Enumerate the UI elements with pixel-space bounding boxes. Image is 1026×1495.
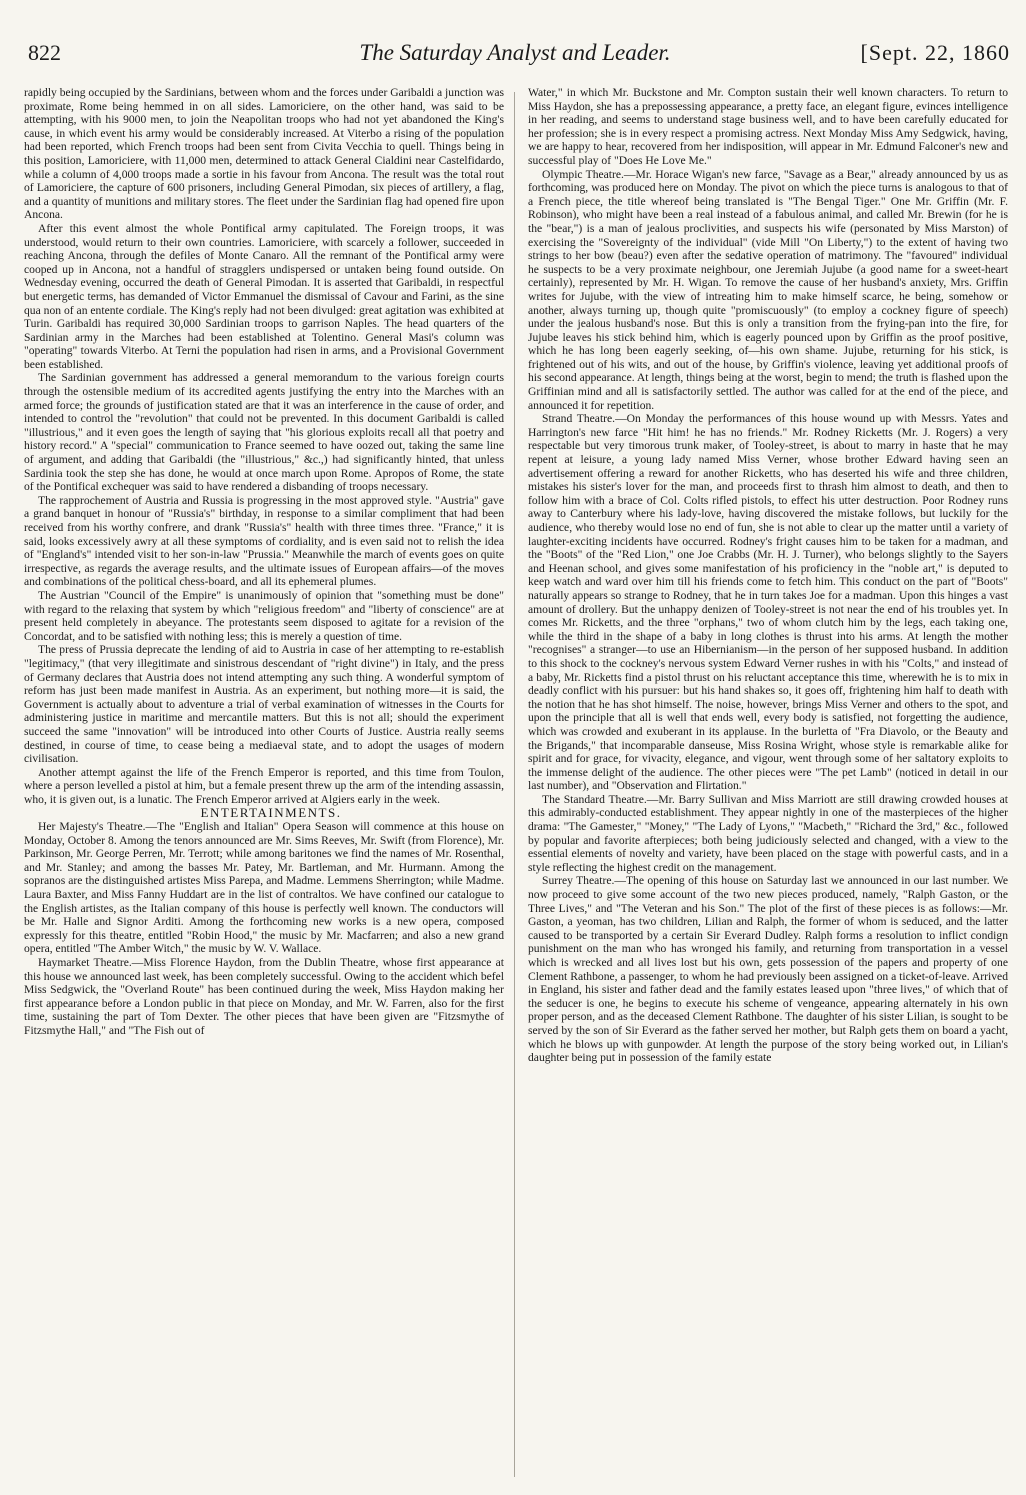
paragraph: The Sardinian government has addressed a general memorandum to the various foreign courts through the ostensible medium of its accredited agents justifying the entry into the Marches with an armed force; the grounds of justification stated are that it was an interference in the cause of order, and intended to control the "revolution" that could not be prevented. In this document Garibaldi is called "illustrious," and it even goes the length of saying that "his glorious exploits recall all that poetry and history record." A "special" communication to France seemed to have oozed out, taking the same line of argument, and adding that Garibaldi (the "illustrious," &c.,) had significantly hinted, that unless Sardinia took the step she has done, he would at once march upon Rome. Apropos of Rome, the state of the Pontifical exchequer was said to have rendered a disbanding of troops necessary. [24, 371, 504, 494]
paragraph: Her Majesty's Theatre.—The "English and Italian" Opera Season will commence at this house on Monday, October 8. Among the tenors announced are Mr. Sims Reeves, Mr. Swift (from Florence), Mr. Parkinson, Mr. George Perren, Mr. Terrott; while among baritones we find the names of Mr. Rosenthal, and Mr. Stanley; and among the basses Mr. Patey, Mr. Bartleman, and Mr. Hurmann. Among the sopranos are the distinguished artistes Miss Parepa, and Madme. Lemmens Sherrington; while Madme. Laura Baxter, and Miss Fanny Huddart are in the list of contraltos. We have confined our catalogue to the English artistes, as the Italian company of this house is perfectly well known. The conductors will be Mr. Halle and Signor Arditi. Among the forthcoming new works is a new opera, composed expressly for this theatre, entitled "Robin Hood," the music by Mr. Macfarren; and also a new grand opera, entitled "The Amber Witch," the music by W. V. Wallace. [24, 820, 504, 956]
right-column [528, 86, 1008, 1481]
paragraph: Surrey Theatre.—The opening of this house on Saturday last we announced in our last number. We now proceed to give some account of the two new pieces produced, namely, "Ralph Gaston, or the Three Lives," and "The Veteran and his Son." The plot of the first of these pieces is as follows:—Mr. Gaston, a yeoman, has two children, Lilian and Ralph, the former of whom is seduced, and the latter caused to be transported by a certain Sir Everard Dudley. Ralph forms a resolution to inflict condign punishment on the man who has wronged his family, and returning from transportation in a vessel which is wrecked and all lives lost but his own, gets possession of the papers and property of one Clement Rathbone, a passenger, to whom he had previously been assigned on a ticket-of-leave. Arrived in England, his sister and father dead and the family estates leased upon "three lives," of which that of the seducer is one, he begins to execute his scheme of vengeance, appearing alternately in his own proper person, and as the deceased Clement Rathbone. The daughter of his sister Lilian, is sought to be served by the son of Sir Everard as the father served her mother, but Ralph gets them on board a yacht, which he blows up with gunpowder. At length the purpose of the story being worked out, in Lilian's daughter being put in possession of the family estate [528, 874, 1008, 1065]
paragraph: Water," in which Mr. Buckstone and Mr. Compton sustain their well known characters. To return to Miss Haydon, she has a prepossessing appearance, a pretty face, an elegant figure, evinces intelligence in her reading, and seems to understand stage business well, and to have been carefully educated for her profession; she is in every respect a promising actress. Next Monday Miss Amy Sedgwick, having, we are happy to hear, recovered from her indisposition, will appear in Mr. Edmund Falconer's new and successful play of "Does He Love Me." [528, 86, 1008, 167]
paragraph: Haymarket Theatre.—Miss Florence Haydon, from the Dublin Theatre, whose first appearance at this house we announced last week, has been completely successful. Owing to the accident which befel Miss Sedgwick, the "Overland Route" has been continued during the week, Miss Haydon making her first appearance before a London public in that piece on Monday, and Mr. W. Farren, also for the first time, sustaining the part of Tom Dexter. The other pieces that have been given are "Fitzsmythe of Fitzsmythe Hall," and "The Fish out of [24, 956, 504, 1037]
paragraph: Olympic Theatre.—Mr. Horace Wigan's new farce, "Savage as a Bear," already announced by us as forthcoming, was produced here on Monday. The pivot on which the piece turns is analogous to that of a French piece, the title whereof being translated is "The Bengal Tiger." One Mr. Griffin (Mr. F. Robinson), who might have been a real instead of a fabulous animal, and called Mr. Brewin (for he is the "bear,") is a man of jealous proclivities, and suspects his wife (personated by Miss Marston) of exercising the "Sovereignty of the individual" (vide Mill "On Liberty,") to the extent of having two strings to her bow (beau?) even after the sedative operation of matrimony. The "favoured" individual he suspects to be a very proximate neighbour, one Jeremiah Jujube (a good name for a sweet-heart certainly), represented by Mr. H. Wigan. To remove the cause of her husband's anxiety, Mrs. Griffin writes for Jujube, with the view of intreating him to make himself scarce, he being, somehow or another, always turning up, though quite "promiscuously" (to employ a cockney figure of speech) under the jealous husband's nose. But this is only a transition from the frying-pan into the fire, for Jujube leaves his stick behind him, which is eagerly pounced upon by Griffin as the proof positive, which he has long been eagerly seeking, of—his own shame. Jujube, returning for his stick, is frightened out of his wits, and out of the house, by Griffin's violence, leaving yet additional proofs of his second appearance. At length, things being at the worst, begin to mend; the truth is flashed upon the Griffinian mind and all is satisfactorily settled. The author was called for at the end of the piece, and announced it for repetition. [528, 167, 1008, 412]
paragraph: rapidly being occupied by the Sardinians, between whom and the forces under Garibaldi a junction was proximate, Rome being hemmed in on all sides. Lamoriciere, on the other hand, was said to be attempting, with his 9000 men, to join the Neapolitan troops who had not yet abandoned the King's cause, in which event his army would be considerably increased. At Viterbo a rising of the population had been reported, which French troops had been sent from Civita Vecchia to quell. Things being in this position, Lamoriciere, with 11,000 men, determined to attack General Cialdini near Castelfidardo, while a column of 4,000 troops made a sortie in his favour from Ancona. The result was the total rout of Lamoriciere, the capture of 600 prisoners, including General Pimodan, six pieces of artillery, a flag, and a quantity of munitions and military stores. The fleet under the Sardinian flag had opened fire upon Ancona. [24, 86, 504, 222]
paragraph: Strand Theatre.—On Monday the performances of this house wound up with Messrs. Yates and Harrington's new farce "Hit him! he has no friends." Mr. Rodney Ricketts (Mr. J. Rogers) a very respectable but very timorous trunk maker, of Tooley-street, is about to marry in haste that he may repent at leisure, a young lady named Miss Verner, whose brother Edward having seen an advertisement offering a reward for another Ricketts, who has deserted his wife and three children, mistakes his sister's lover for the man, and proceeds first to thrash him almost to death, and then to follow him with a brace of Col. Colts rifled pistols, to effect his utter destruction. Poor Rodney runs away to Canterbury where his lady-love, having discovered the mistake follows, but luckily for the audience, who thereby would lose no end of fun, she is not able to clear up the matter until a variety of laughter-exciting incidents have occurred. Rodney's fright causes him to be taken for a madman, and the "Boots" of the "Red Lion," one Joe Crabbs (Mr. H. J. Turner), who belongs slightly to the Sayers and Heenan school, and gives some manifestation of his proficiency in the "noble art," is deputed to keep watch and ward over him till his friends come to fetch him. This conduct on the part of "Boots" naturally appears so strange to Rodney, that he in turn takes Joe for a madman. Upon this hinges a vast amount of drollery. But the unhappy denizen of Tooley-street is not near the end of his troubles yet. In comes Mr. Ricketts, and the three "orphans," two of whom clutch him by the legs, each taking one, while the third in the shape of a baby in long clothes is thrust into his arms. At length the mother "recognises" a stranger—to use an Hibernianism—in the person of her supposed husband. In addition to this shock to the cockney's nervous system Edward Verner rushes in with his "Colts," and instead of a baby, Mr. Ricketts find a pistol thrust on his reluctant acceptance this time, wherewith he is to mix in deadly conflict with his pursuer: but his hand shakes so, it goes off, frightening him half to death with the notion that he has shot himself. The noise, however, brings Miss Verner and others to the spot, and upon the principle that all is well that ends well, every body is satisfied, not forgetting the audience, which was crowded and exuberant in its applause. In the burletta of "Fra Diavolo, or the Beauty and the Brigands," that incomparable danseuse, Miss Rosina Wright, whose style is remarkable alike for spirit and for grace, for vivacity, elegance, and vigour, went through some of her saltatory exploits to the immense delight of the audience. The other pieces were "The pet Lamb" (noticed in detail in our last number), and "Observation and Flirtation." [528, 412, 1008, 793]
paragraph: Another attempt against the life of the French Emperor is reported, and this time from Toulon, where a person levelled a pistol at him, but a female present threw up the arm of the intending assassin, who, it is given out, is a lunatic. The French Emperor arrived at Algiers early in the week. [24, 765, 504, 806]
paragraph: After this event almost the whole Pontifical army capitulated. The Foreign troops, it was understood, would return to their own countries. Lamoriciere, with scarcely a follower, succeeded in reaching Ancona, through the defiles of Monte Canaro. All the remnant of the Pontifical army were cooped up in Ancona, not a handful of stragglers undispersed or untaken being found outside. On Wednesday evening, occurred the death of General Pimodan. It is asserted that Garibaldi, in respectful but energetic terms, has demanded of Victor Emmanuel the dismissal of Cavour and Farini, as the sine qua non of an entente cordiale. The King's reply had not been divulged: great agitation was exhibited at Turin. Garibaldi has required 30,000 Sardinian troops to garrison Naples. The head quarters of the Sardinian army in the Marches had been established at Tolentino. General Masi's column was "operating" towards Viterbo. At Terni the population had risen in arms, and a Provisional Government been established. [24, 221, 504, 371]
paragraph: The rapprochement of Austria and Russia is progressing in the most approved style. "Austria" gave a grand banquet in honour of "Russia's" birthday, in response to a similar compliment that had been received from his worthy confrere, and drank "Russia's" health with three times three. "France," it is said, looks excessively awry at all these symptoms of cordiality, and is even said not to relish the idea of "England's" intended visit to her son-in-law "Prussia." Meanwhile the march of events goes on quite irrespective, as regards the average results, and the ultimate issues of European affairs—of the moves and combinations of the political chess-board, and all its ephemeral plumes. [24, 493, 504, 589]
issue-date: [Sept. 22, 1860 [860, 40, 1010, 65]
section-heading: ENTERTAINMENTS. [200, 805, 342, 821]
paragraph: The press of Prussia deprecate the lending of aid to Austria in case of her attempting to re-establish "legitimacy," (that very illegitimate and sinistrous descendant of "right divine") in Italy, and the press of Germany declares that Austria does not intend attempting any such thing. A wonderful symptom of reform has just been made manifest in Austria. As an experiment, but nothing more—it is said, the Government is actually about to adventure a trial of verbal examination of witnesses in the Courts for administering justice in maritime and mercantile matters. But this is not all; should the experiment succeed the same "innovation" will be introduced into other Courts of Justice. Austria really seems destined, in course of time, to cease being a mediaeval state, and to adopt the usages of modern civilisation. [24, 643, 504, 766]
page-number: 822 [28, 40, 61, 65]
paragraph: The Standard Theatre.—Mr. Barry Sullivan and Miss Marriott are still drawing crowded houses at this admirably-conducted establishment. They appear nightly in one of the masterpieces of the higher drama: "The Gamester," "Money," "The Lady of Lyons," "Macbeth," "Richard the 3rd," &c., followed by popular and favorite afterpieces; both being judiciously selected and changed, with a view to the essential elements of novelty and variety, have been placed on the stage with powerful casts, and in a style reflecting the highest credit on the management. [528, 792, 1008, 874]
left-column [24, 86, 504, 1481]
column-divider [514, 92, 515, 1477]
paragraph: The Austrian "Council of the Empire" is unanimously of opinion that "something must be done" with regard to the relaxing that system by which "religious freedom" and "liberty of conscience" are at present held completely in abeyance. The protestants seem disposed to agitate for a revision of the Concordat, and to be satisfied with nothing less; this is merely a question of time. [24, 588, 504, 643]
publication-title: The Saturday Analyst and Leader. [359, 40, 671, 65]
page-header [20, 40, 1010, 74]
